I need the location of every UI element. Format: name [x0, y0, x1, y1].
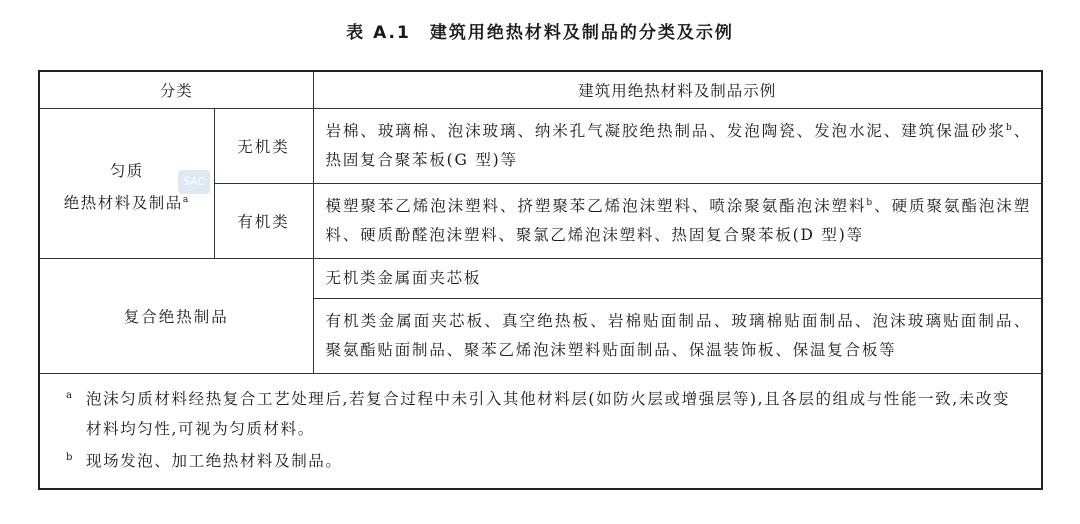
header-row — [39, 71, 1042, 109]
inorganic-examples — [313, 109, 1042, 184]
table-caption: 表 A.1 建筑用绝热材料及制品的分类及示例 — [346, 23, 734, 43]
inorganic-text: 岩棉、玻璃棉、泡沫玻璃、纳米孔气凝胶绝热制品、发泡陶瓷、发泡水泥、建筑保温砂浆 — [325, 122, 1006, 140]
organic-examples — [313, 184, 1042, 259]
organic-text: 模塑聚苯乙烯泡沫塑料、挤塑聚苯乙烯泡沫塑料、喷涂聚氨酯泡沫塑料 — [325, 197, 867, 215]
footnote-mark-b: b — [866, 197, 874, 208]
footnote-mark-a: a — [182, 194, 190, 205]
footnote-b — [66, 446, 1027, 476]
footnote-a-mark: a — [66, 390, 74, 401]
table-row-uniform-inorganic — [39, 109, 1042, 184]
inorganic-text-tail: 、热固复合聚苯板(G 型)等 — [325, 122, 1032, 169]
footnote-b-mark: b — [66, 452, 75, 463]
uniform-label-line1: 匀质 — [109, 161, 144, 180]
table-row-composite-1 — [39, 259, 1042, 299]
composite-examples-2: 有机类金属面夹芯板、真空绝热板、岩棉贴面制品、玻璃棉贴面制品、泡沫玻璃贴面制品、聚氨酯贴面制品、聚苯乙烯泡沫塑料贴面制品、保温装饰板、保温复合板等 — [313, 299, 1042, 374]
footnotes-row — [39, 374, 1042, 490]
inorganic-label: 无机类 — [214, 109, 313, 184]
footnote-a-text: 泡沫匀质材料经热复合工艺处理后,若复合过程中未引入其他材料层(如防火层或增强层等),且各层的组成与性能一致,未改变材料均匀性,可视为匀质材料。 — [86, 390, 1011, 438]
uniform-label-text: 绝热材料及制品 — [63, 193, 183, 212]
composite-examples-1: 无机类金属面夹芯板 — [313, 259, 1042, 299]
composite-label: 复合绝热制品 — [39, 259, 313, 374]
header-category: 分类 — [39, 71, 313, 109]
organic-text-tail: 、硬质聚氨酯泡沫塑料、硬质酚醛泡沫塑料、聚氯乙烯泡沫塑料、热固复合聚苯板(D 型)等 — [325, 197, 1032, 244]
uniform-label-line2 — [40, 187, 214, 219]
sac-watermark-logo: SAC — [178, 170, 210, 194]
header-examples: 建筑用绝热材料及制品示例 — [313, 71, 1042, 109]
footnote-b-text: 现场发泡、加工绝热材料及制品。 — [86, 452, 343, 470]
footnote-a — [66, 384, 1027, 444]
organic-label: 有机类 — [214, 184, 313, 259]
footnote-mark-b: b — [1006, 122, 1014, 133]
classification-table — [38, 70, 1043, 490]
uniform-category-cell — [39, 109, 214, 259]
footnotes-cell — [39, 374, 1042, 490]
